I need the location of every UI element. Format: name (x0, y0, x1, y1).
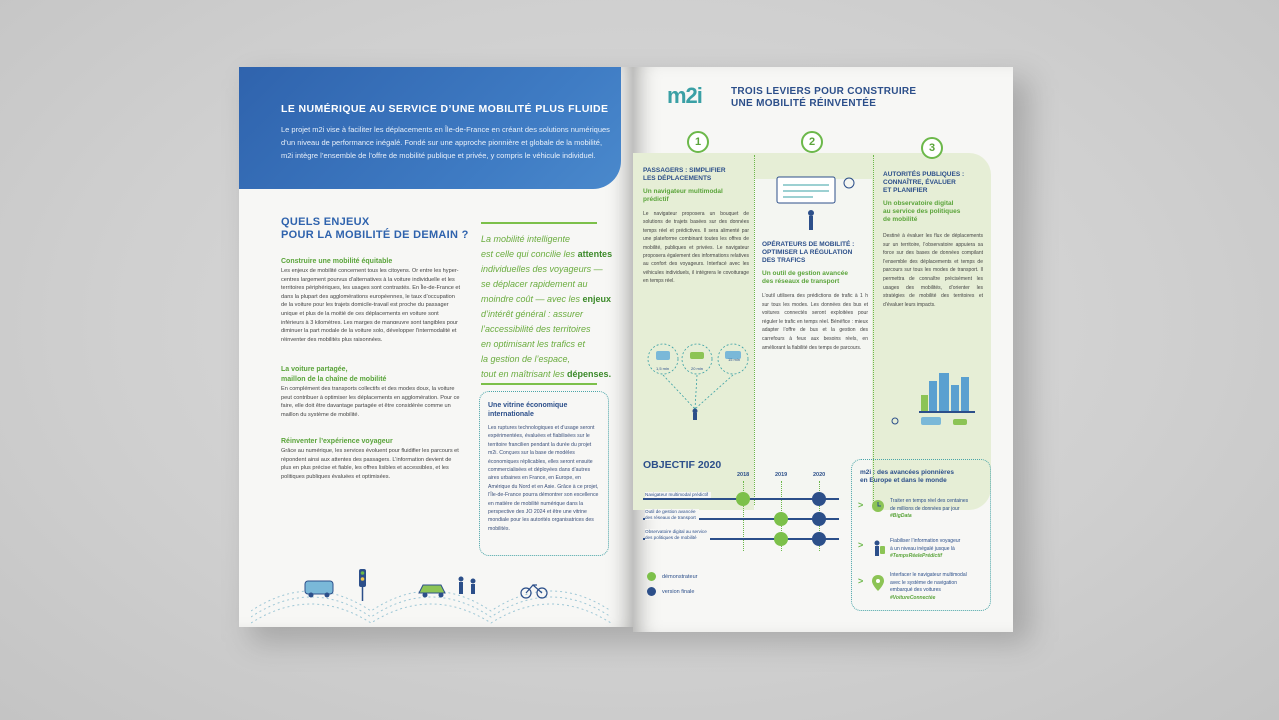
avancees-line: Traiter en temps réel des centaines (890, 498, 969, 504)
timeline-row-label (645, 492, 711, 498)
timeline-milestone-dot (774, 532, 788, 546)
avancees-title-line: m2i : des avancées pionnières (860, 469, 954, 476)
left-page (239, 67, 633, 627)
bicycle-icon (892, 418, 898, 424)
legend-swatch (647, 587, 656, 596)
timeline-year-label: 2018 (737, 472, 750, 478)
quote-text: tout en maîtrisant les (481, 369, 568, 379)
timeline-milestone-dot (812, 492, 826, 506)
paragraph-title: Construire une mobilité équitable (281, 258, 393, 265)
quote-line: se déplacer rapidement au (481, 279, 588, 289)
quote-text: moindre coût — avec les (481, 294, 583, 304)
objectif-timeline (643, 472, 843, 562)
paragraph-title: maillon de la chaîne de mobilité (281, 376, 387, 383)
avancees-text (890, 538, 988, 561)
paragraph-experience (281, 437, 461, 481)
vitrine-title-line: Une vitrine économique (488, 402, 568, 409)
lever-subtitle-line: de mobilité (883, 216, 918, 223)
timeline-row-label (645, 509, 699, 520)
city-illustration (883, 367, 983, 429)
timeline-year-label: 2019 (775, 472, 788, 478)
avancees-line: Interfacer le navigateur multimodal (890, 572, 967, 578)
timeline-row (643, 490, 843, 508)
map-pin-icon (870, 574, 886, 592)
lever-subtitle-line: Un outil de gestion avancée (762, 270, 848, 277)
paragraph-text: En complément des transports collectifs et des modes doux, la voiture peut contribuer à optimiser les déplacements en agglomération. Pour ce faire, elle doit être davantage partagée et être considérée comme un maillon du système de mobilité. (281, 386, 460, 418)
intro-banner (239, 67, 621, 189)
lever-text: Le navigateur proposera un bouquet de solutions de trajets basées sur des données temps réel et prédictives. Il sera alimenté par une plateforme combinant toutes les offres de mobilité, publiques et privées. Le navigateur proposera également des informations relatives au confort des voyageurs. Interfacé avec les véhicules individuels, il intégrera le covoiturage en temps réel. (643, 211, 749, 285)
avancees-line: Fiabiliser l’information voyageur (890, 538, 961, 544)
vitrine-title (488, 401, 567, 419)
paragraph-voiture (281, 365, 461, 419)
legend-label: démonstrateur (662, 573, 698, 580)
timeline-row (643, 530, 843, 548)
lever-subtitle-line: au service des politiques (883, 208, 961, 215)
quote-line: la gestion de l’espace, (481, 354, 571, 364)
legend-version-finale (647, 587, 694, 596)
lever-1-number: 1 (687, 131, 709, 153)
logo-text: m2i (667, 83, 702, 108)
chevron-right-icon: > (858, 576, 864, 586)
lever-heading-line: OPÉRATEURS DE MOBILITÉ : (762, 241, 855, 248)
quote-line (481, 247, 616, 262)
right-title (731, 86, 916, 110)
vitrine-text: Les ruptures technologiques et d’usage seront expérimentées, évaluées et fiabilisées sur le territoire francilien pendant la durée du projet m2i. Conçues sur la base de modèles économiques réplicables, elles seront ensuite commercialisées et déployées dans d’autres aires urbaines en France, en Europe, en Amérique du Nord et en Asie. Grâce à ce projet, l’Île-de-France pourra démontrer son excellence en matière de mobilité numérique dans la perspective des JO 2024 et être une vitrine mondiale pour les autorités organisatrices des mobilités. (488, 425, 599, 532)
m2i-logo (667, 83, 702, 109)
street-illustration (251, 557, 611, 627)
bus-icon (305, 581, 333, 598)
timeline-row (643, 510, 843, 528)
lever-subtitle (883, 200, 983, 224)
lever-subtitle-line: Un observatoire digital (883, 200, 954, 207)
car-icon (656, 351, 670, 360)
timeline-row-label-line: Outil de gestion avancée (645, 509, 696, 514)
hashtag: #BigData (890, 513, 912, 519)
bus-icon (921, 417, 941, 425)
right-title-line: UNE MOBILITÉ RÉINVENTÉE (731, 98, 877, 109)
paragraph-equitable (281, 257, 461, 344)
legend-demonstrateur (647, 572, 697, 581)
lever-heading (762, 241, 868, 265)
quote-line: d’intérêt général : assurer (481, 309, 584, 319)
lever-3-number: 3 (921, 137, 943, 159)
quote-line: individuelles des voyageurs — (481, 264, 603, 274)
lever-heading-line: PASSAGERS : SIMPLIFIER (643, 167, 726, 174)
banner-title: LE NUMÉRIQUE AU SERVICE D’UNE MOBILITÉ PLUS FLUIDE (281, 103, 609, 115)
legend-label: version finale (662, 588, 695, 595)
quote-line: La mobilité intelligente (481, 234, 571, 244)
timeline-row-label-line: des politiques de mobilité (645, 534, 697, 540)
person-icon (693, 409, 698, 421)
paragraph-text: Les enjeux de mobilité concernent tous les citoyens. Or entre les hyper-centres largement pourvus d’alternatives à la voiture individuelle et les territoires périphériques, les usages sont contrastés. En Île-de-France et dans la plupart des agglomérations européennes, le taux d’occupation de la voiture pour les trajets domicile-travail est proche du passager unique et plus de la moitié de ces déplacements en voiture sont inférieurs à 3 kilomètres. Les marges de manœuvre sont tangibles pour diminuer la part modale de la voiture solo, développer l’intermodalité et réinventer des mobilités plus raisonnées. (281, 268, 461, 343)
lever-subtitle (762, 270, 868, 286)
section-title-line1: QUELS ENJEUX (281, 216, 370, 228)
quote-line (481, 367, 616, 382)
lever-heading-line: DES TRAFICS (762, 257, 806, 264)
quote-emphasis: attentes (577, 249, 613, 259)
timeline-row-label-line: Observatoire digital au service (645, 529, 707, 534)
timeline-milestone-dot (736, 492, 750, 506)
bike-icon (690, 352, 704, 359)
timeline-row-label-line: Navigateur multimodal prédictif (645, 492, 709, 497)
lever-heading-line: ET PLANIFIER (883, 187, 928, 194)
quote-bottom-rule (481, 383, 597, 385)
avancees-box (851, 459, 991, 611)
lever-2-number: 2 (801, 131, 823, 153)
hashtag: #TempsRéelePrédictif (890, 553, 943, 559)
right-page (633, 67, 1013, 632)
chevron-right-icon: > (858, 540, 864, 550)
column-divider (754, 155, 755, 505)
timeline-row-label-line: des réseaux de transport (645, 514, 696, 520)
lever-text: L’outil utilisera des prédictions de trafic à 1 h sur tous les modes. Les données des bus et voitures connectés seront exploitées pour réguler le trafic en temps réel. Bénéfice : mieux adapter l’offre de bus et la gestion des carrefours à feux aux besoins réels, en améliorant la fiabilité des temps de parcours. (762, 293, 868, 351)
lever-heading (643, 167, 749, 183)
quote-line: l’accessibilité des territoires (481, 324, 591, 334)
lever-3 (883, 171, 983, 309)
traffic-control-illustration (773, 171, 863, 233)
quote-line (481, 292, 616, 307)
travel-time-label: 20 min (691, 366, 704, 371)
right-title-line: TROIS LEVIERS POUR CONSTRUIRE (731, 86, 917, 97)
legend-swatch (647, 572, 656, 581)
quote-emphasis: enjeux (582, 294, 612, 304)
paragraph-text: Grâce au numérique, les services évoluent pour fluidifier les parcours et répondent ainsi aux attentes des passagers. L’information devient de plus en plus précise et fiable, les offres lisibles et accessibles, et les politiques publiques évaluées et optimisées. (281, 448, 459, 480)
clock-icon (870, 498, 886, 514)
navigator-illustration (645, 329, 753, 421)
avancees-line: embarqué des voitures (890, 587, 941, 593)
paragraph-title: La voiture partagée, (281, 366, 348, 373)
column-divider (873, 155, 874, 505)
quote-top-rule (481, 222, 597, 224)
lever-subtitle-line: prédictif (643, 196, 669, 203)
timeline-year-label: 2020 (813, 472, 826, 478)
car-icon (953, 419, 967, 425)
travel-time-label: 1,5 min (656, 366, 670, 371)
timeline-milestone-dot (812, 512, 826, 526)
phone-user-icon (870, 538, 886, 558)
bicycle-icon (521, 585, 547, 598)
pull-quote (481, 232, 616, 382)
chevron-right-icon: > (858, 500, 864, 510)
lever-1 (643, 167, 749, 286)
avancees-text (890, 498, 988, 521)
quote-emphasis: dépenses. (567, 369, 612, 379)
avancees-title (860, 469, 954, 485)
avancees-line: de millions de données par jour (890, 505, 960, 512)
vitrine-box (479, 391, 609, 556)
lever-heading-line: OPTIMISER LA RÉGULATION (762, 249, 853, 256)
section-title (281, 216, 469, 242)
quote-line: en optimisant les trafics et (481, 339, 586, 349)
lever-heading (883, 171, 983, 195)
section-title-line2: POUR LA MOBILITÉ DE DEMAIN ? (281, 229, 469, 241)
lever-subtitle (643, 188, 749, 204)
banner-text: Le projet m2i vise à faciliter les déplacements en Île-de-France en créant des solutions numériques d’un niveau de performance inégalé. Fondé sur une approche pionnière et globale de la mobilité, m2i intègre l’ensemble de l’offre de mobilité publique et privée, y compris le véhicule individuel. (281, 125, 610, 160)
quote-text: est celle qui concilie les (481, 249, 578, 259)
hashtag: #VoitureConnectée (890, 594, 936, 601)
lever-heading-line: AUTORITÉS PUBLIQUES : (883, 171, 965, 178)
lever-2 (762, 241, 868, 352)
traffic-light-icon (359, 569, 366, 601)
timeline-milestone-dot (812, 532, 826, 546)
timeline-row-label (645, 529, 710, 540)
lever-subtitle-line: des réseaux de transport (762, 278, 840, 285)
people-icon (459, 577, 476, 595)
lever-text: Destiné à évaluer les flux de déplacements sur un territoire, l’observatoire appuiera sa force sur des bases de données compilant l’ensemble des déplacements et temps de parcours sur tous les modes de transport. Il permettra de connaître précisément les usages des mobilités, d’orienter les stratégies de mobilité des territoires et d’évaluer leurs impacts. (883, 233, 983, 308)
lever-subtitle-line: Un navigateur multimodal (643, 188, 723, 195)
objectif-title: OBJECTIF 2020 (643, 459, 722, 471)
car-icon (419, 585, 445, 598)
timeline-milestone-dot (774, 512, 788, 526)
lever-heading-line: CONNAÎTRE, ÉVALUER (883, 179, 956, 186)
avancees-title-line: en Europe et dans le monde (860, 477, 947, 484)
travel-time-label: 15 min (728, 357, 741, 362)
vitrine-title-line: internationale (488, 411, 534, 418)
paragraph-title: Réinventer l’expérience voyageur (281, 438, 393, 445)
avancees-line: avec le système de navigation (890, 579, 957, 586)
avancees-line: à un niveau inégalé jusque là (890, 545, 955, 552)
clock-icon (844, 178, 854, 188)
avancees-text (890, 572, 988, 602)
lever-heading-line: LES DÉPLACEMENTS (643, 175, 712, 182)
